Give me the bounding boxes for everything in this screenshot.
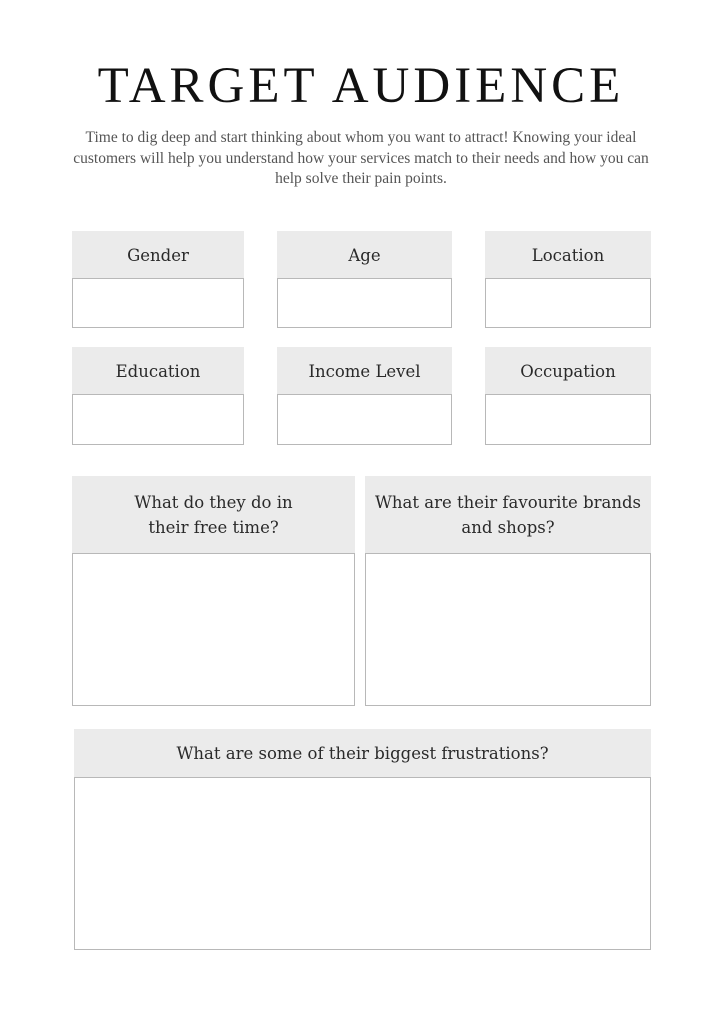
occupation-section xyxy=(485,347,651,445)
age-section xyxy=(277,231,452,328)
brands-section xyxy=(365,476,651,706)
intro-text: Time to dig deep and start thinking about whom you want to attract! Knowing your ideal customers will help you understand how your services match to their needs and how you can help solve their pain points. xyxy=(73,129,649,187)
location-section xyxy=(485,231,651,328)
income-level-label: Income Level xyxy=(277,347,452,395)
gender-section xyxy=(72,231,244,328)
brands-label: What are their favourite brands and shops? xyxy=(365,476,651,554)
brands-field[interactable] xyxy=(365,553,651,706)
free-time-label: What do they do in their free time? xyxy=(72,476,355,554)
free-time-section xyxy=(72,476,355,706)
age-label: Age xyxy=(277,231,452,279)
income-level-field[interactable] xyxy=(277,394,452,445)
age-field[interactable] xyxy=(277,278,452,328)
frustrations-section xyxy=(74,729,651,950)
page-title: TARGET AUDIENCE xyxy=(97,58,625,114)
location-label: Location xyxy=(485,231,651,279)
free-time-field[interactable] xyxy=(72,553,355,706)
occupation-label: Occupation xyxy=(485,347,651,395)
education-field[interactable] xyxy=(72,394,244,445)
education-label: Education xyxy=(72,347,244,395)
frustrations-field[interactable] xyxy=(74,777,651,950)
gender-field[interactable] xyxy=(72,278,244,328)
frustrations-label: What are some of their biggest frustrations? xyxy=(74,729,651,778)
gender-label: Gender xyxy=(72,231,244,279)
occupation-field[interactable] xyxy=(485,394,651,445)
location-field[interactable] xyxy=(485,278,651,328)
education-section xyxy=(72,347,244,445)
income-level-section xyxy=(277,347,452,445)
